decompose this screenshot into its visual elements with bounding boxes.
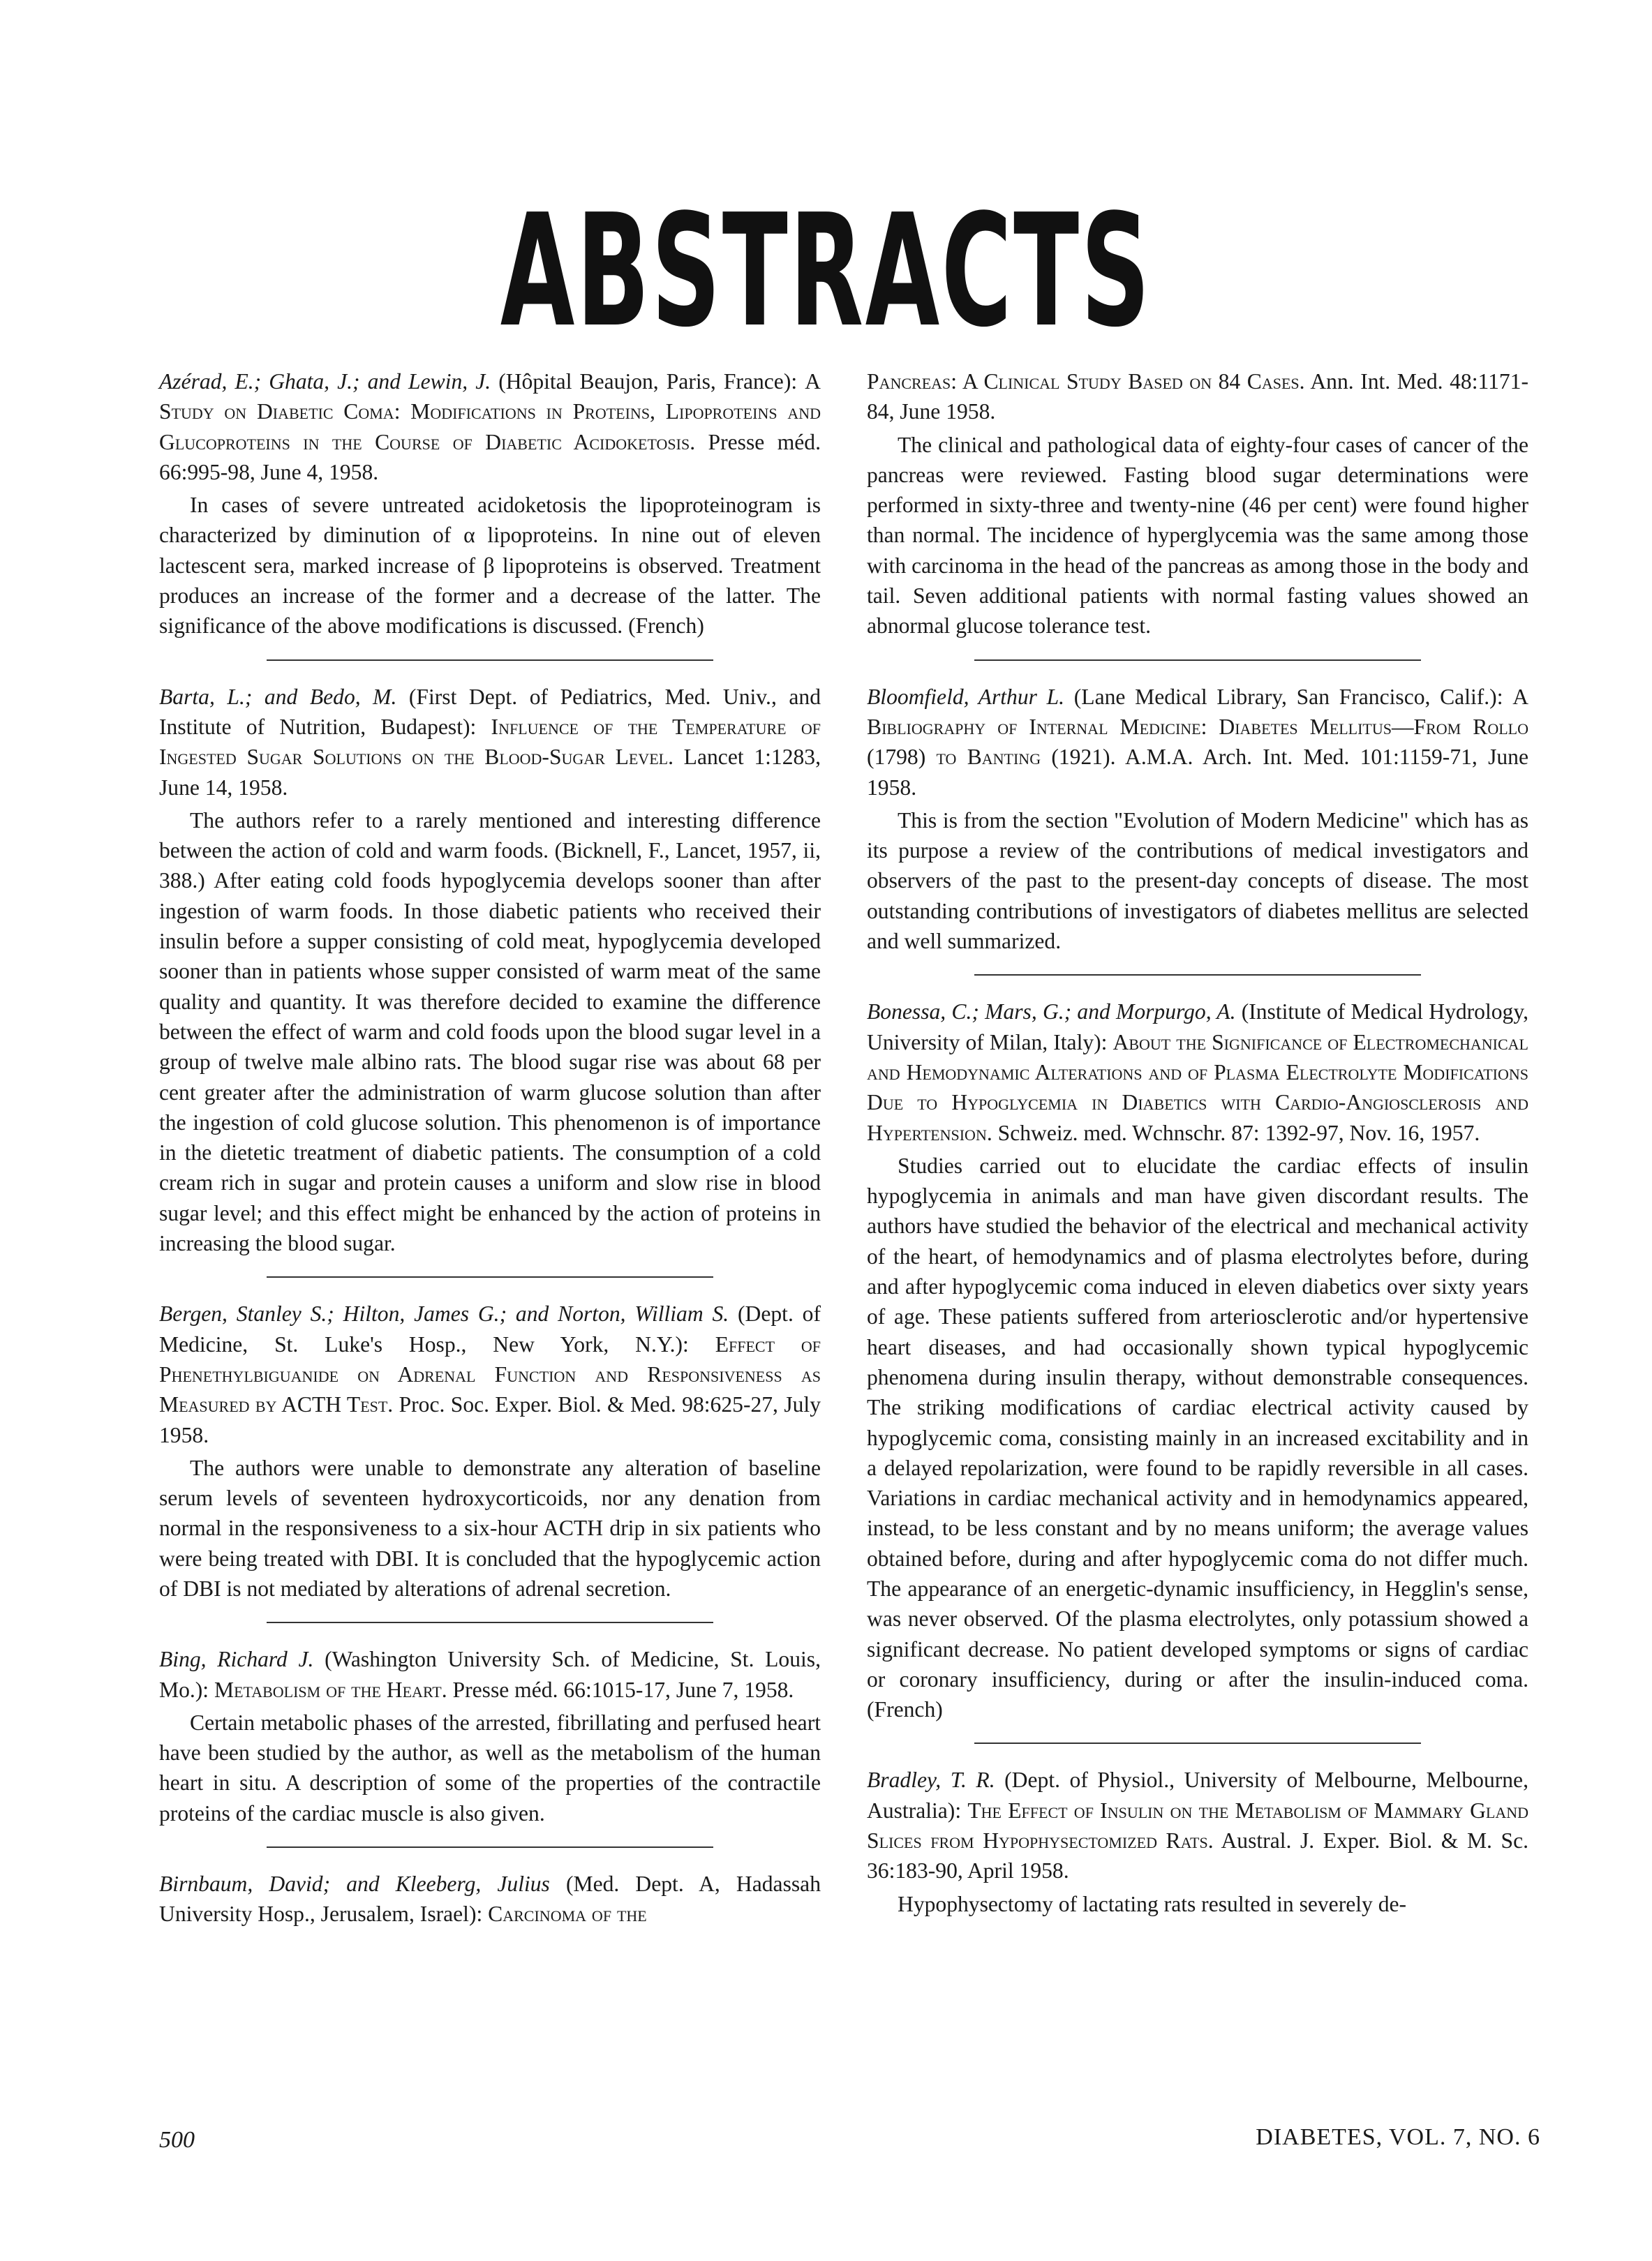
abstract-title: Metabolism of the Heart. xyxy=(214,1677,447,1702)
separator-rule xyxy=(267,1846,713,1848)
right-column xyxy=(867,366,1528,1919)
abstract-source: Lancet 1:1283, June 14, 1958. xyxy=(159,745,821,800)
abstract-source: Schweiz. med. Wchnschr. 87: 1392-97, Nov. 16, 1957. xyxy=(997,1120,1480,1145)
citation xyxy=(159,1644,821,1705)
separator-rule xyxy=(267,1622,713,1623)
abstract-authors: Azérad, E.; Ghata, J.; and Lewin, J. xyxy=(159,369,491,394)
abstract-title: Carcinoma of the xyxy=(488,1902,647,1927)
abstract-paragraph: In cases of severe untreated acidoketosis the lipoproteinogram is characterized by diminution of α lipoproteins. In nine out of eleven lactescent sera, marked increase of β lipoproteins is observed. Treatment produces an increase of the former and a decrease of the latter. The significance of the above modifications is discussed. (French) xyxy=(159,493,821,639)
abstract-body xyxy=(867,1151,1528,1725)
abstract-source: A.M.A. Arch. Int. Med. 101:1159-71, June 1958. xyxy=(867,745,1528,800)
abstract-paragraph: The authors refer to a rarely mentioned and interesting difference between the action of cold and warm foods. (Bicknell, F., Lancet, 1957, ii, 388.) After eating cold foods hypoglycemia develops sooner than after ingestion of warm foods. In those diabetic patients who received their insulin before a supper consisting of cold meat, hypoglycemia developed sooner than in patients whose supper consisted of warm meat of the same quality and quantity. It was therefore decided to examine the difference between the effect of warm and cold foods upon the blood sugar level in a group of twelve male albino rats. The blood sugar rise was about 68 per cent greater after the administration of warm glucose solution than after the ingestion of cold glucose solution. This phenomenon is of importance in the dietetic treatment of diabetic patients. The consumption of a cold cream rich in sugar and protein causes a uniform and slow rise in blood sugar level; and this effect might be enhanced by the action of proteins in increasing the blood sugar. xyxy=(159,807,821,1256)
abstract-affiliation: (First Dept. of Pediatrics, Med. Univ., and Institute of Nutrition, Budapest): xyxy=(159,684,821,739)
citation xyxy=(159,1869,821,1930)
page-title: ABSTRACTS xyxy=(500,181,1152,361)
separator-rule xyxy=(267,1276,713,1278)
abstract-birnbaum xyxy=(159,1869,821,1930)
citation xyxy=(867,682,1528,803)
abstract-authors: Bradley, T. R. xyxy=(867,1768,995,1793)
separator-rule xyxy=(974,659,1421,661)
abstract-authors: Bloomfield, Arthur L. xyxy=(867,684,1065,709)
abstract-source: Proc. Soc. Exper. Biol. & Med. 98:625-27, July 1958. xyxy=(159,1392,821,1447)
abstract-authors: Bing, Richard J. xyxy=(159,1647,314,1672)
separator-rule xyxy=(974,974,1421,976)
abstract-paragraph: Certain metabolic phases of the arrested, fibrillating and perfused heart have been studied by the author, as well as the metabolism of the human heart in situ. A description of some of the properties of the contractile proteins of the cardiac muscle is also given. xyxy=(159,1710,821,1826)
abstract-source: Presse méd. 66:995-98, June 4, 1958. xyxy=(159,429,821,484)
abstract-barta xyxy=(159,682,821,1259)
abstract-bergen xyxy=(159,1299,821,1604)
abstract-authors: Bergen, Stanley S.; Hilton, James G.; and Norton, William S. xyxy=(159,1301,729,1327)
abstract-affiliation: (Institute of Medical Hydrology, University of Milan, Italy): xyxy=(867,999,1528,1054)
page-number: 500 xyxy=(159,2127,195,2153)
abstract-bing xyxy=(159,1644,821,1828)
abstract-body xyxy=(159,490,821,641)
abstract-paragraph: Studies carried out to elucidate the cardiac effects of insulin hypoglycemia in animals and man have given discordant results. The authors have studied the behavior of the electrical and mechanical activity of the heart, of hemodynamics and of plasma electrolytes before, during and after hypoglycemic coma induced in eleven diabetics over sixty years of age. These patients suffered from arteriosclerotic and/or hypertensive heart diseases, and had occasionally shown typical hypoglycemic phenomena during insulin therapy, without demonstrable consequences. The striking modifications of cardiac electrical activity caused by hypoglycemic coma, consisting mainly in an increased excitability and in a delayed repolarization, were found to be rapidly reversible in all cases. Variations in cardiac mechanical activity and in hemodynamics appeared, instead, to be less constant and by no means uniform; the average values obtained before, during and after hypoglycemic coma do not differ much. The appearance of an energetic-dynamic insufficiency, in Hegglin's sense, was never observed. Of the plasma electrolytes, only potassium showed a significant decrease. No patient developed symptoms or signs of cardiac or coronary insufficiency, during or after the insulin-induced coma. (French) xyxy=(867,1153,1528,1722)
abstract-paragraph: The authors were unable to demonstrate any alteration of baseline serum levels of seventeen hydroxycorticoids, nor any denation from normal in the responsiveness to a six-hour ACTH drip in six patients who were being treated with DBI. It is concluded that the hypoglycemic action of DBI is not mediated by alterations of adrenal secretion. xyxy=(159,1455,821,1601)
abstract-body xyxy=(159,1708,821,1828)
abstract-body xyxy=(159,805,821,1258)
citation xyxy=(867,1765,1528,1886)
abstract-paragraph: Hypophysectomy of lactating rats resulted in severely de- xyxy=(898,1891,1407,1916)
abstract-paragraph: This is from the section "Evolution of Modern Medicine" which has as its purpose a review of the contributions of medical investigators and observers of the past to the present-day concepts of disease. The most outstanding contributions of investigators of diabetes mellitus are selected and well summarized. xyxy=(867,807,1528,954)
abstract-body xyxy=(867,1889,1528,1919)
abstract-paragraph: The clinical and pathological data of eighty-four cases of cancer of the pancreas were reviewed. Fasting blood sugar determinations were performed in sixty-three and twenty-nine (46 per cent) were found higher than normal. The incidence of hyperglycemia was the same among those with carcinoma in the head of the pancreas as among those in the body and tail. Seven additional patients with normal fasting values showed an abnormal glucose tolerance test. xyxy=(867,432,1528,639)
journal-footer: DIABETES, VOL. 7, NO. 6 xyxy=(1256,2124,1540,2150)
abstract-affiliation: (Med. Dept. A, Hadassah University Hosp., Jerusalem, Israel): xyxy=(159,1872,821,1927)
abstract-bloomfield xyxy=(867,682,1528,957)
abstract-authors: Bonessa, C.; Mars, G.; and Morpurgo, A. xyxy=(867,999,1236,1024)
abstract-authors: Birnbaum, David; and Kleeberg, Julius xyxy=(159,1872,550,1897)
abstract-bonessa xyxy=(867,997,1528,1724)
abstract-body xyxy=(867,805,1528,956)
abstract-azerad xyxy=(159,366,821,641)
abstract-source: Austral. J. Exper. Biol. & M. Sc. 36:183-90, April 1958. xyxy=(867,1828,1529,1883)
abstract-title: Effect of Phenethylbiguanide on Adrenal Function and Responsiveness as Measured by ACTH Test. xyxy=(159,1331,821,1417)
abstract-authors: Barta, L.; and Bedo, M. xyxy=(159,684,397,709)
abstract-affiliation: (Lane Medical Library, San Francisco, Calif.): xyxy=(1073,684,1503,709)
abstract-source: Presse méd. 66:1015-17, June 7, 1958. xyxy=(452,1677,794,1702)
abstract-affiliation: (Washington University Sch. of Medicine, St. Louis, Mo.): xyxy=(159,1647,821,1702)
abstract-body xyxy=(159,1453,821,1604)
citation xyxy=(159,366,821,487)
abstract-source: Ann. Int. Med. 48:1171-84, June 1958. xyxy=(867,369,1529,424)
abstract-affiliation: (Dept. of Physiol., University of Melbourne, Melbourne, Australia): xyxy=(867,1768,1528,1823)
citation-continuation xyxy=(867,366,1528,427)
abstract-body xyxy=(867,430,1528,641)
left-column xyxy=(159,366,821,1930)
abstract-title: The Effect of Insulin on the Metabolism of Mammary Gland Slices from Hypophysectomized Rats. xyxy=(867,1798,1528,1853)
abstract-bradley xyxy=(867,1765,1528,1918)
citation xyxy=(159,682,821,803)
separator-rule xyxy=(974,1743,1421,1744)
abstract-affiliation: (Hôpital Beaujon, Paris, France): xyxy=(498,369,798,394)
abstract-title: About the Significance of Electromechanical and Hemodynamic Alterations and of Plasma Electrolyte Modifications Due to Hypoglycemia in Diabetics with Cardio-Angiosclerosis and Hypertension. xyxy=(867,1029,1528,1145)
abstract-affiliation: (Dept. of Medicine, St. Luke's Hosp., New York, N.Y.): xyxy=(159,1301,821,1357)
abstract-title: Influence of the Temperature of Ingested Sugar Solutions on the Blood-Sugar Level. xyxy=(159,714,821,770)
citation xyxy=(159,1299,821,1449)
separator-rule xyxy=(267,659,713,661)
abstract-title: A Study on Diabetic Coma: Modifications in Proteins, Lipoproteins and Glucoproteins in the Course of Diabetic Acidoketosis. xyxy=(159,369,821,454)
citation xyxy=(867,997,1528,1147)
abstract-title-continued: Pancreas: A Clinical Study Based on 84 Cases. xyxy=(867,369,1305,394)
abstract-birnbaum-continued xyxy=(867,366,1528,641)
abstract-title: A Bibliography of Internal Medicine: Diabetes Mellitus—From Rollo (1798) to Banting (1921). xyxy=(867,684,1529,770)
